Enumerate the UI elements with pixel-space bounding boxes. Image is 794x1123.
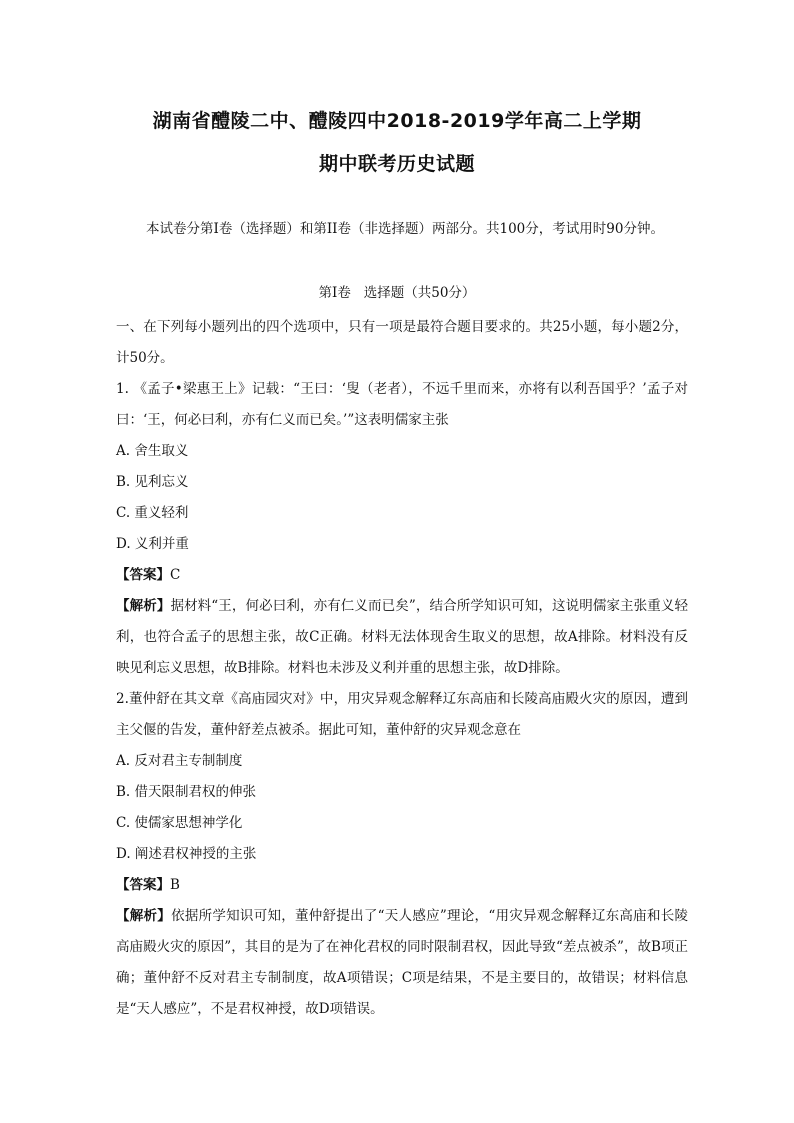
- question-2-option-c: C. 使儒家思想神学化: [116, 815, 243, 831]
- analysis-text: 据材料“王，何必曰利，亦有仁义而已矣”，结合所学知识可知，这说明儒家主张重义轻利，也符合孟子的思想主张，故C正确。材料无法体现舍生取义的思想，故A排除。材料没有反映见利忘义思想，故B排除。材料也未涉及义利并重的思想主张，故D排除。: [116, 598, 688, 676]
- question-2-stem: 2.董仲舒在其文章《高庙园灾对》中，用灾异观念解释辽东高庙和长陵高庙殿火灾的原因，遭到主父偃的告发，董仲舒差点被杀。据此可知，董仲舒的灾异观念意在: [116, 691, 688, 738]
- question-1-option-a: A. 舍生取义: [116, 443, 189, 459]
- exam-content: [116, 312, 688, 1025]
- instructions: 一、在下列每小题列出的四个选项中，只有一项是最符合题目要求的。共25小题，每小题2分，计50分。: [116, 319, 688, 366]
- answer-label: 【答案】: [116, 567, 170, 583]
- analysis-label: 【解析】: [116, 598, 171, 614]
- question-1-option-c: C. 重义轻利: [116, 505, 189, 521]
- question-2-option-b: B. 借天限制君权的伸张: [116, 784, 257, 800]
- answer-label: 【答案】: [116, 877, 170, 893]
- question-2-option-a: A. 反对君主专制制度: [116, 753, 243, 769]
- question-1-stem: 1. 《孟子•梁惠王上》记载：“王曰：‘叟（老者），不远千里而来，亦将有以利吾国乎？’孟子对曰：‘王，何必曰利，亦有仁义而已矣。’”这表明儒家主张: [116, 381, 688, 428]
- document-title-line-1: 湖南省醴陵二中、醴陵四中2018-2019学年高二上学期: [152, 110, 642, 132]
- question-2-option-d: D. 阐述君权神授的主张: [116, 846, 257, 862]
- exam-intro: 本试卷分第I卷（选择题）和第II卷（非选择题）两部分。共100分，考试用时90分钟。: [146, 221, 664, 237]
- answer-value: C: [170, 567, 181, 583]
- question-1: [116, 374, 688, 684]
- answer-value: B: [170, 877, 180, 893]
- question-2-analysis: [116, 901, 688, 1025]
- analysis-text: 依据所学知识可知，董仲舒提出了“天人感应”理论，“用灾异观念解释辽东高庙和长陵高庙殿火灾的原因”，其目的是为了在神化君权的同时限制君权，因此导致“差点被杀”，故B项正确；董仲舒不反对君主专制制度，故A项错误；C项是结果，不是主要目的，故错误；材料信息是“天人感应”，不是君权神授，故D项错误。: [116, 908, 688, 1017]
- section-title: 第I卷 选择题（共50分）: [318, 285, 476, 301]
- question-2-answer: [116, 870, 688, 901]
- analysis-label: 【解析】: [116, 908, 172, 924]
- question-1-option-b: B. 见利忘义: [116, 474, 189, 490]
- question-1-analysis: [116, 591, 688, 684]
- document-title-line-2: 期中联考历史试题: [318, 153, 475, 175]
- question-2: [116, 684, 688, 1025]
- question-1-answer: [116, 560, 688, 591]
- question-1-option-d: D. 义利并重: [116, 536, 189, 552]
